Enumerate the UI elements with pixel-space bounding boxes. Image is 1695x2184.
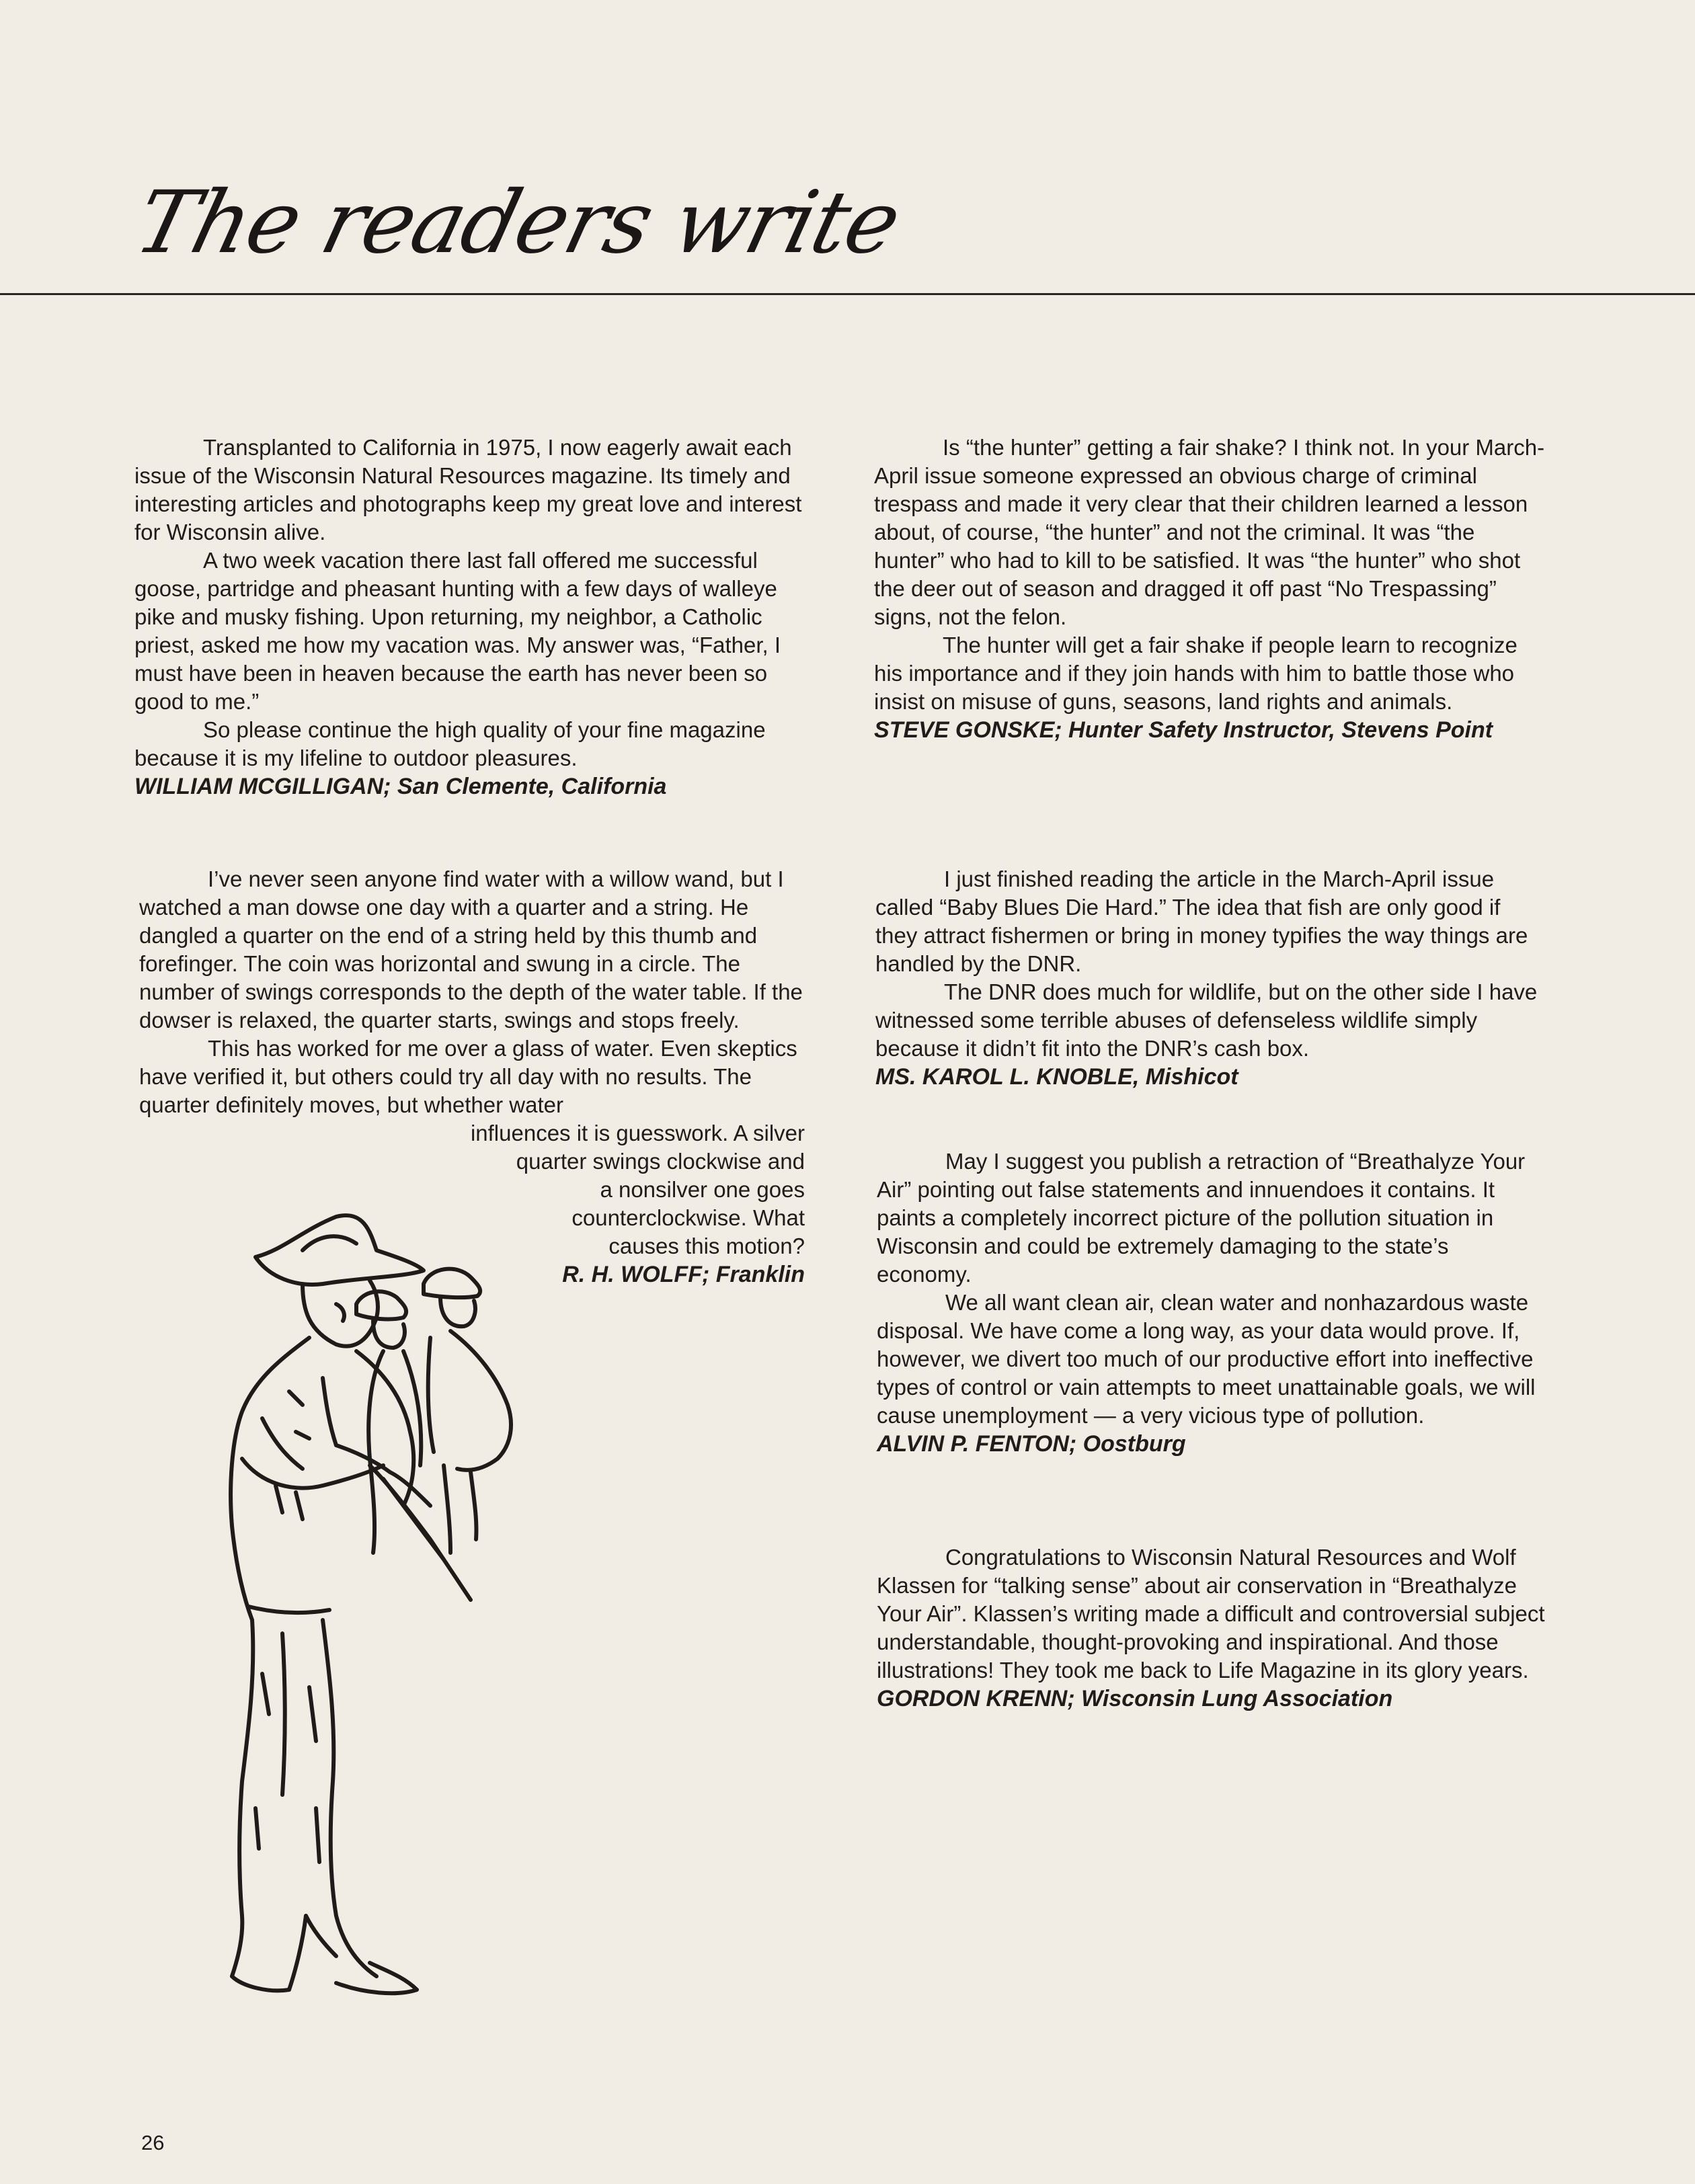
letter-paragraph: I just finished reading the article in the March-April issue called “Baby Blues Die Hard.” The idea that fish are only good if they attract fishermen or bring in money typifies the way things are handled by the DNR. [875, 866, 1528, 976]
letter-signature: WILLIAM MCGILLIGAN; San Clemente, California [134, 774, 667, 799]
letter-signature: ALVIN P. FENTON; Oostburg [877, 1431, 1186, 1457]
letter-krenn [877, 1543, 1549, 1713]
letter-signature: STEVE GONSKE; Hunter Safety Instructor, Stevens Point [874, 717, 1493, 743]
wrap-line: causes this motion? [608, 1233, 805, 1258]
letter-signature: R. H. WOLFF; Franklin [562, 1262, 805, 1287]
letter-paragraph: The DNR does much for wildlife, but on the other side I have witnessed some terrible abuses of defenseless wildlife simply because it didn’t fit into the DNR’s cash box. [875, 979, 1538, 1061]
dowser-illustration [202, 1203, 578, 2037]
letter-paragraph: Is “the hunter” getting a fair shake? I think not. In your March-April issue someone expressed an obvious charge of criminal trespass and made it very clear that their children learned a lesson about, of course, “the hunter” and not the criminal. It was “the hunter” who had to kill to be satisfied. It was “the hunter” who shot the deer out of season and dragged it off past “No Trespassing” signs, not the felon. [874, 435, 1545, 629]
wrap-line: quarter swings clockwise and [516, 1149, 805, 1174]
letter-paragraph: May I suggest you publish a retraction of “Breathalyze Your Air” pointing out false statements and innuendoes it contains. It paints a completely incorrect picture of the pollution situation in Wisconsin and could be extremely damaging to the state’s economy. [877, 1149, 1526, 1287]
letter-paragraph: So please continue the high quality of your fine magazine because it is my lifeline to outdoor pleasures. [134, 717, 766, 770]
letter-knoble [875, 865, 1548, 1091]
letter-paragraph: Congratulations to Wisconsin Natural Resources and Wolf Klassen for “talking sense” about air conservation in “Breathalyze Your Air”. Klassen’s writing made a difficult and controversial subject understandable, thought-provoking and inspirational. And those illustrations! They took me back to Life Magazine in its glory years. [877, 1545, 1545, 1683]
letter-fenton [877, 1147, 1549, 1458]
letter-mcgilligan [134, 434, 807, 801]
letter-paragraph: We all want clean air, clean water and nonhazardous waste disposal. We have come a long way, as your data would prove. If, however, we divert too much of our productive effort into ineffective types of control or vain attempts to meet unattainable goals, we will cause unemployment — a very vicious type of pollution. [877, 1290, 1536, 1428]
letter-paragraph: The hunter will get a fair shake if people learn to recognize his importance and if they join hands with him to battle those who insist on misuse of guns, seasons, land rights and animals. [874, 633, 1517, 714]
page-number: 26 [141, 2131, 165, 2154]
letter-signature: MS. KAROL L. KNOBLE, Mishicot [875, 1064, 1238, 1090]
page-heading: The readers write [126, 173, 910, 273]
letter-gonske [874, 434, 1546, 744]
heading-rule [0, 293, 1695, 295]
letter-paragraph: Transplanted to California in 1975, I now eagerly await each issue of the Wisconsin Natural Resources magazine. Its timely and interesting articles and photographs keep my great love and interest for Wisconsin alive. [134, 435, 802, 544]
wrap-line: influences it is guesswork. A silver [470, 1121, 805, 1145]
letter-signature: GORDON KRENN; Wisconsin Lung Association [877, 1686, 1393, 1711]
letter-paragraph: A two week vacation there last fall offered me successful goose, partridge and pheasant hunting with a few days of walleye pike and musky fishing. Upon returning, my neighbor, a Catholic priest, asked me how my vacation was. My answer was, “Father, I must have been in heaven because the earth has never been so good to me.” [134, 548, 781, 714]
letter-paragraph: This has worked for me over a glass of water. Even skeptics have verified it, but others could try all day with no results. The quarter definitely moves, but whether water [139, 1036, 797, 1117]
wrap-line: counterclockwise. What [571, 1205, 805, 1230]
letter-paragraph: I’ve never seen anyone find water with a willow wand, but I watched a man dowse one day with a quarter and a string. He dangled a quarter on the end of a string held by this thumb and forefinger. The coin was horizontal and swung in a circle. The number of swings corresponds to the depth of the water table. If the dowser is relaxed, the quarter starts, swings and stops freely. [139, 866, 803, 1033]
wrap-line: a nonsilver one goes [600, 1177, 805, 1202]
